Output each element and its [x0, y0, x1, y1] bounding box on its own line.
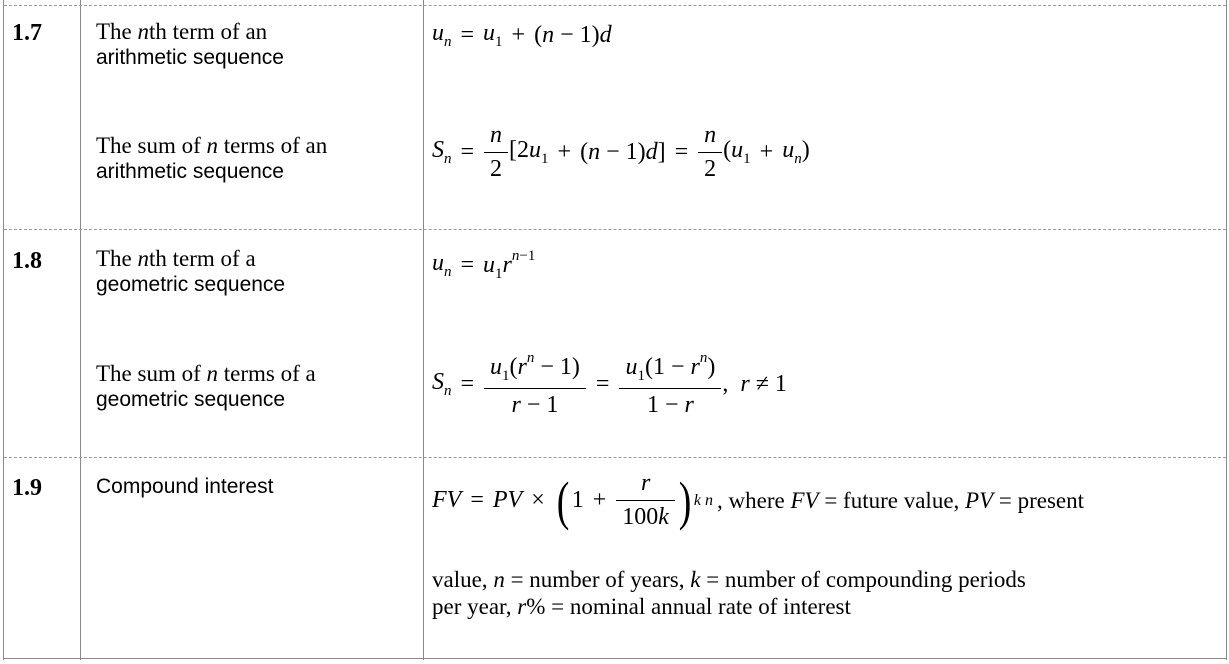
- formula-arithmetic-nth-term: $u_n$ = $u_1$ + (n − 1)d: [432, 20, 612, 50]
- topic-compound-interest: [96, 474, 396, 500]
- topic-prefix: The: [96, 246, 138, 271]
- topic-nth-term-geometric: [96, 246, 396, 298]
- section-number: 1.7: [12, 20, 42, 46]
- topic-rest: terms of an: [218, 133, 328, 158]
- topic-line2: geometric sequence: [96, 273, 286, 296]
- topic-variable: n: [137, 19, 150, 44]
- section-number: 1.9: [12, 475, 42, 501]
- topic-variable: n: [137, 246, 150, 271]
- topic-nth-term-arithmetic: [96, 19, 396, 71]
- compound-interest-definitions: [432, 566, 1026, 620]
- topic-rest: th term of an: [149, 19, 268, 44]
- row-divider-1-8: [4, 229, 1226, 230]
- table-top-border: [4, 5, 1226, 6]
- note-fv-definition: = future value,: [818, 487, 966, 513]
- right-border: [1226, 0, 1227, 660]
- row-divider-1-9: [4, 457, 1226, 458]
- note-where: , where: [717, 487, 791, 513]
- formula-arithmetic-sum: $S_n$ = $\frac{n}{2}$ [$2u_1$ + (n − 1)d] = $\frac{n}{2}$ ($u_1$ + $u_n$): [432, 122, 810, 182]
- topic-sum-geometric: [96, 361, 396, 413]
- section-number: 1.8: [12, 248, 42, 274]
- topic-variable: n: [206, 361, 219, 386]
- topic-line2: arithmetic sequence: [96, 160, 284, 183]
- definitions-line-3: per year, r% = nominal annual rate of interest: [432, 594, 851, 619]
- topic-line2: arithmetic sequence: [96, 46, 284, 69]
- formula-geometric-sum: $S_n$ = $\frac{u_1(r^n - 1)}{r - 1}$ = $\frac{u_1(1 - r^n)}{1 - r}$ , r ≠ 1: [432, 350, 787, 418]
- formula-column-divider: [423, 0, 424, 660]
- topic-line2: geometric sequence: [96, 388, 286, 411]
- topic-rest: th term of a: [149, 246, 256, 271]
- definitions-line-2: value, n = number of years, k = number of compounding periods: [432, 567, 1026, 592]
- formula-compound-interest: FV = PV × ( 1 + $\frac{r}{100k}$ ) k n , where FV = future value, PV = present: [432, 470, 1085, 531]
- topic-prefix: The sum of: [96, 361, 207, 386]
- number-column-divider: [80, 0, 81, 660]
- formula-geometric-nth-term: $u_n$ = $u_1r^{n-1}$: [432, 248, 536, 282]
- left-border: [3, 0, 4, 660]
- topic-sum-arithmetic: [96, 133, 396, 185]
- topic-prefix: The sum of: [96, 133, 207, 158]
- topic-line1: Compound interest: [96, 475, 274, 498]
- note-pv-definition: = present: [993, 487, 1085, 513]
- topic-rest: terms of a: [218, 361, 316, 386]
- topic-prefix: The: [96, 19, 138, 44]
- note-pv-symbol: PV: [965, 487, 994, 513]
- table-bottom-border: [4, 658, 1226, 659]
- note-fv-symbol: FV: [790, 487, 819, 513]
- topic-variable: n: [206, 133, 219, 158]
